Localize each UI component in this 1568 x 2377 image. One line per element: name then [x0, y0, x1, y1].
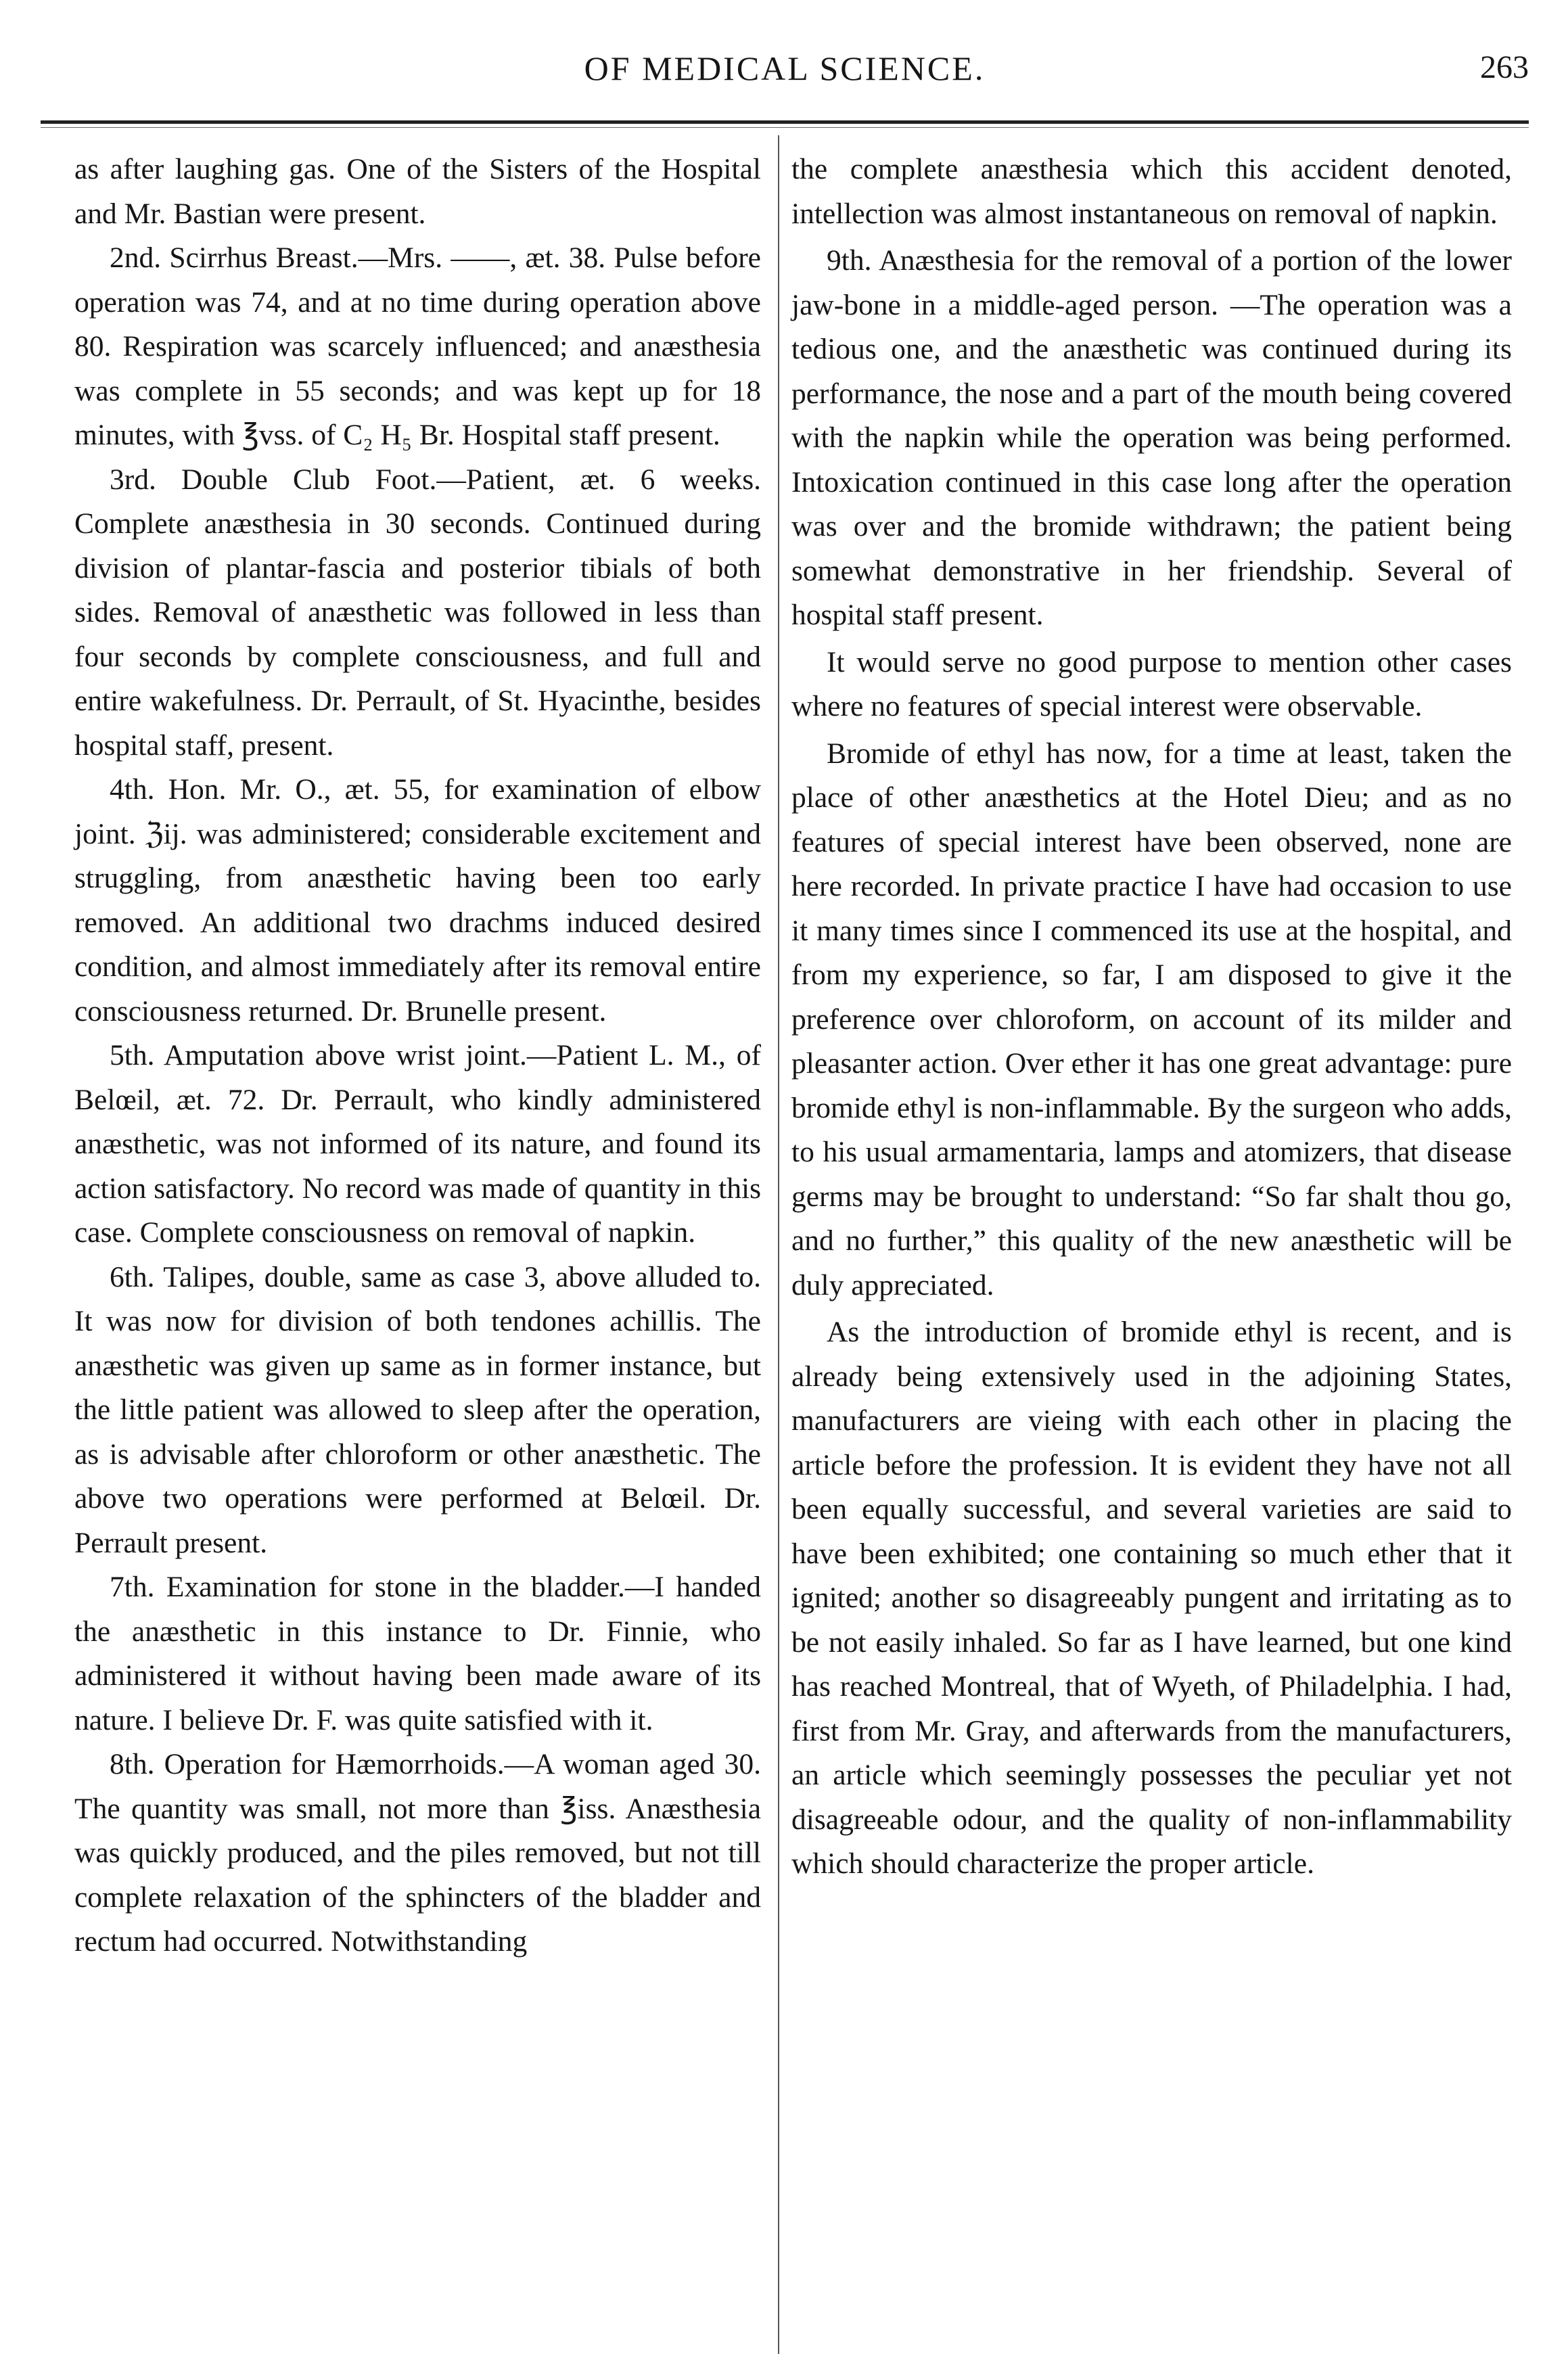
- paragraph-case-2: 2nd. Scirrhus Breast.—Mrs. ——, æt. 38. Pulse before operation was 74, and at no time during operation above 80. Respiration was scarcely influenced; and anæsthesia was complete in 55 seconds; and was kept up for 18 minutes, with ℥vss. of C₂ H₅ Br. Hospital staff present.: [74, 241, 761, 451]
- paragraph-case-7: 7th. Examination for stone in the bladder.—I handed the anæsthetic in this instance to Dr. Finnie, who administered it without having been made aware of its nature. I believe Dr. F. was quite satisfied with it.: [74, 1571, 761, 1736]
- paragraph-case-8: 8th. Operation for Hæmorrhoids.—A woman aged 30. The quantity was small, not more than ℥iss. Anæsthesia was quickly produced, and the piles removed, but not till complete relaxation of the sphincters of the bladder and rectum had occurred. Notwithstanding: [74, 1748, 761, 1958]
- page-header: [41, 49, 1529, 110]
- left-column: [74, 147, 761, 1964]
- paragraph-case-6: 6th. Talipes, double, same as case 3, above alluded to. It was now for division of both tendones achillis. The anæsthetic was given up same as in former instance, but the little patient was allowed to sleep after the operation, as is advisable after chloroform or other anæsthetic. The above two operations were performed at Belœil. Dr. Perrault present.: [74, 1260, 761, 1559]
- paragraph-continuation: as after laughing gas. One of the Sisters of the Hospital and Mr. Bastian were present.: [74, 153, 761, 230]
- right-column: [791, 147, 1512, 1887]
- paragraph-bromide-ethyl: Bromide of ethyl has now, for a time at least, taken the place of other anæsthetics at the Hotel Dieu; and as no features of special interest have been observed, none are here recorded. In private practice I have had occasion to use it many times since I commenced its use at the hospital, and from my experience, so far, I am disposed to give it the preference over chloroform, on account of its milder and pleasanter action. Over ether it has one great advantage: pure bromide ethyl is non-inflammable. By the surgeon who adds, to his usual armamentaria, lamps and atomizers, that disease germs may be brought to understand: “So far shalt thou go, and no further,” this quality of the new anæsthetic will be duly appreciated.: [791, 737, 1512, 1301]
- paragraph-case-9: 9th. Anæsthesia for the removal of a portion of the lower jaw-bone in a middle-aged person. —The operation was a tedious one, and the anæsthetic was continued during its performance, the nose and a part of the mouth being covered with the napkin while the operation was being performed. Intoxication continued in this case long after the operation was over and the bromide withdrawn; the patient being somewhat demonstrative in her friendship. Several of hospital staff present.: [791, 244, 1512, 631]
- column-divider: [778, 135, 779, 2354]
- page-number: 263: [1480, 49, 1529, 85]
- paragraph-case-4: 4th. Hon. Mr. O., æt. 55, for examination of elbow joint. ℨij. was administered; considerable excitement and struggling, from anæsthetic having been too early removed. An additional two drachms induced desired condition, and almost immediately after its removal entire consciousness returned. Dr. Brunelle present.: [74, 773, 761, 1028]
- paragraph-case-3: 3rd. Double Club Foot.—Patient, æt. 6 weeks. Complete anæsthesia in 30 seconds. Continued during division of plantar-fascia and posterior tibials of both sides. Removal of anæsthetic was followed in less than four seconds by complete consciousness, and full and entire wakefulness. Dr. Perrault, of St. Hyacinthe, besides hospital staff, present.: [74, 463, 761, 762]
- paragraph-manufacturers: As the introduction of bromide ethyl is recent, and is already being extensively used in the adjoining States, manufacturers are vieing with each other in placing the article before the profession. It is evident they have not all been equally successful, and several varieties are said to have been exhibited; one containing so much ether that it ignited; another so disagreeably pungent and irritating as to be not easily inhaled. So far as I have learned, but one kind has reached Montreal, that of Wyeth, of Philadelphia. I had, first from Mr. Gray, and afterwards from the manufacturers, an article which seemingly possesses the peculiar yet not disagreeable odour, and the quality of non-inflammability which should characterize the proper article.: [791, 1316, 1512, 1880]
- header-rule-thin: [41, 127, 1529, 128]
- running-title: OF MEDICAL SCIENCE.: [584, 49, 986, 87]
- header-rule: [41, 120, 1529, 124]
- paragraph-continuation: the complete anæsthesia which this accident denoted, intellection was almost instantaneous on removal of napkin.: [791, 153, 1512, 230]
- paragraph-case-5: 5th. Amputation above wrist joint.—Patient L. M., of Belœil, æt. 72. Dr. Perrault, who kindly administered anæsthetic, was not informed of its nature, and found its action satisfactory. No record was made of quantity in this case. Complete consciousness on removal of napkin.: [74, 1039, 761, 1249]
- paragraph-other-cases: It would serve no good purpose to mention other cases where no features of special interest were observable.: [791, 645, 1512, 722]
